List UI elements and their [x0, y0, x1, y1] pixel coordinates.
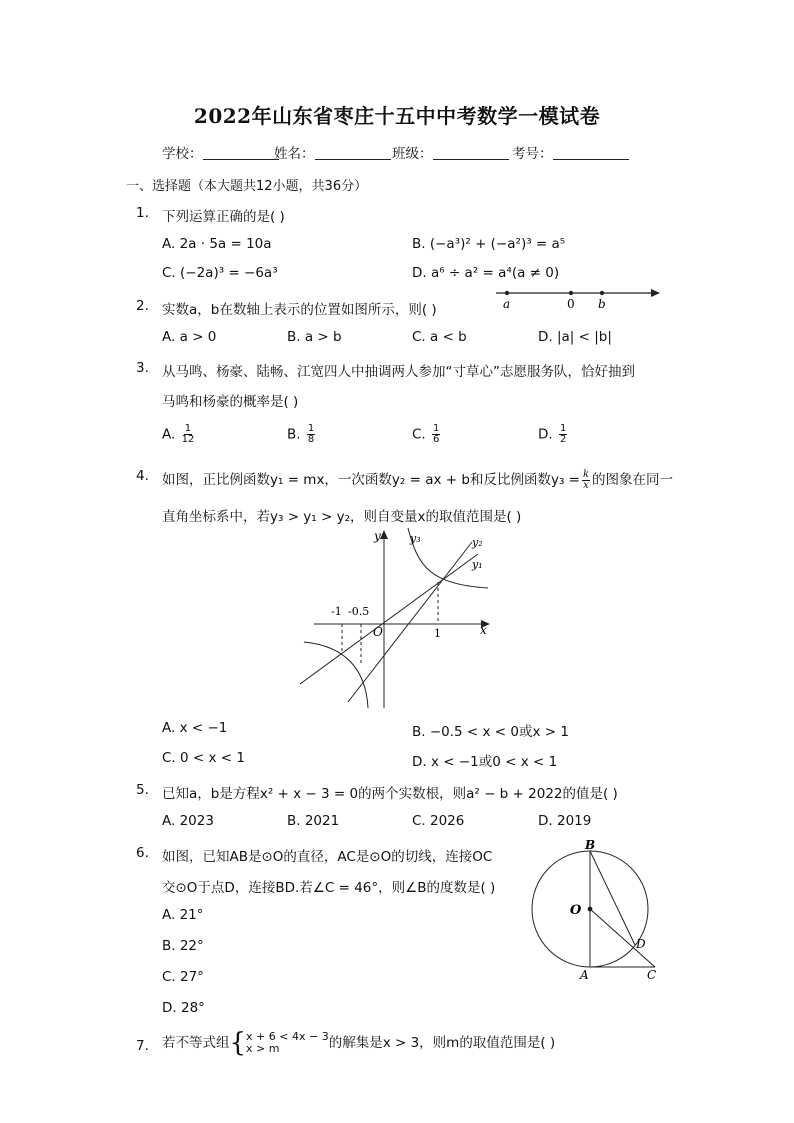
number-field[interactable] [512, 142, 629, 162]
question-6-number: 6. [136, 845, 149, 861]
q3-option-c-fraction: $\frac{1}{6}$ [433, 423, 440, 445]
question-3-number: 3. [136, 360, 149, 376]
q2-option-d[interactable]: D. |a| < |b| [538, 329, 612, 345]
class-blank[interactable] [433, 145, 509, 160]
q3-option-d[interactable] [538, 424, 569, 445]
numberline-label-b: b [598, 297, 606, 311]
graph-label-y1: y₁ [472, 558, 483, 571]
q5-option-a[interactable]: A. 2023 [162, 813, 214, 829]
q3-option-b-letter: B. [287, 426, 301, 443]
graph-label-y2: y₂ [472, 536, 483, 549]
question-3-text-line2: 马鸣和杨豪的概率是( ) [162, 394, 299, 410]
q4-option-c[interactable]: C. 0 < x < 1 [162, 750, 245, 766]
q1-option-d[interactable]: D. a⁶ ÷ a² = a⁴(a ≠ 0) [412, 265, 560, 281]
numberline-label-a: a [503, 297, 511, 311]
question-5-text: 已知a，b是方程x² + x − 3 = 0的两个实数根，则a² − b + 2022的值是( ) [162, 786, 618, 802]
q1-option-a[interactable]: A. 2a · 5a = 10a [162, 236, 272, 252]
question-6-text-line1: 如图，已知AB是⊙O的直径，AC是⊙O的切线，连接OC [162, 849, 493, 865]
inequality-row-1: x + 6 < 4x − 3 [246, 1030, 329, 1043]
graph-label-origin: O [373, 625, 383, 639]
inequality-system: { x + 6 < 4x − 3 x > m [229, 1028, 329, 1058]
number-label: 考号： [512, 146, 553, 162]
q3-option-a-fraction: $\frac{1}{12}$ [181, 423, 195, 445]
q2-option-c[interactable]: C. a < b [412, 329, 467, 345]
inequality-row-2: x > m [246, 1042, 280, 1055]
class-label: 班级： [392, 146, 433, 162]
circle-tangent-figure [520, 836, 670, 986]
q2-option-b[interactable]: B. a > b [287, 329, 342, 345]
name-blank[interactable] [315, 145, 391, 160]
question-1-number: 1. [136, 205, 149, 221]
q3-option-c[interactable] [412, 424, 442, 445]
circle-label-c: C [647, 968, 657, 982]
q5-option-c[interactable]: C. 2026 [412, 813, 465, 829]
q4-option-b[interactable]: B. −0.5 < x < 0或x > 1 [412, 724, 569, 740]
q5-option-b[interactable]: B. 2021 [287, 813, 340, 829]
question-2-text: 实数a，b在数轴上表示的位置如图所示，则( ) [162, 302, 437, 318]
question-3-text-line1: 从马鸣、杨豪、陆畅、江宽四人中抽调两人参加“寸草心”志愿服务队，恰好抽到 [162, 364, 635, 380]
circle-label-d: D [636, 937, 646, 951]
question-4-text-part1: 如图，正比例函数y₁ = mx，一次函数y₂ = ax + b和反比例函数y₃ = [162, 472, 580, 488]
q1-option-c[interactable]: C. (−2a)³ = −6a³ [162, 265, 278, 281]
circle-label-a: A [580, 968, 589, 982]
q6-option-c[interactable]: C. 27° [162, 969, 204, 985]
graph-label-neg05: -0.5 [348, 605, 370, 618]
number-line-figure [494, 284, 664, 312]
q6-option-b[interactable]: B. 22° [162, 938, 204, 954]
graph-label-neg1: -1 [331, 605, 342, 618]
question-7-text-part2: 的解集是x > 3，则m的取值范围是( ) [328, 1035, 556, 1051]
q3-option-d-letter: D. [538, 426, 553, 443]
q6-option-d[interactable]: D. 28° [162, 1000, 205, 1016]
question-6-text-line2: 交⊙O于点D，连接BD.若∠C = 46°，则∠B的度数是( ) [162, 880, 496, 896]
school-field[interactable] [162, 142, 279, 162]
question-4-text-line2: 直角坐标系中，若y₃ > y₁ > y₂，则自变量x的取值范围是( ) [162, 509, 522, 525]
question-1-text: 下列运算正确的是( ) [162, 209, 285, 225]
name-field[interactable] [274, 142, 391, 162]
section-heading: 一、选择题（本大题共12小题，共36分） [126, 179, 368, 194]
question-2-number: 2. [136, 298, 149, 314]
q3-option-a-letter: A. [162, 426, 176, 443]
school-blank[interactable] [203, 145, 279, 160]
number-blank[interactable] [553, 145, 629, 160]
q4-option-a[interactable]: A. x < −1 [162, 720, 228, 736]
graph-label-y-axis: y [374, 529, 381, 543]
question-4-fraction: $\frac{k}{x}$ [582, 468, 590, 491]
school-label: 学校： [162, 146, 203, 162]
question-4-text-part2: 的图象在同一 [592, 472, 674, 488]
q3-option-d-fraction: $\frac{1}{2}$ [559, 423, 567, 445]
class-field[interactable] [392, 142, 509, 162]
page-title: 2022年山东省枣庄十五中中考数学一模试卷 [193, 104, 601, 128]
name-label: 姓名： [274, 146, 315, 162]
question-5-number: 5. [136, 782, 149, 798]
q5-option-d[interactable]: D. 2019 [538, 813, 592, 829]
graph-label-one: 1 [434, 627, 441, 640]
numberline-label-zero: 0 [567, 297, 575, 311]
question-7-text-part1: 若不等式组 [162, 1035, 230, 1051]
q6-option-a[interactable]: A. 21° [162, 907, 204, 923]
question-7-text [162, 1030, 555, 1056]
q1-option-b[interactable]: B. (−a³)² + (−a²)³ = a⁵ [412, 236, 566, 252]
q4-option-d[interactable]: D. x < −1或0 < x < 1 [412, 754, 558, 770]
question-4-text-line1 [162, 468, 673, 491]
question-4-number: 4. [136, 468, 149, 484]
circle-label-o: O [570, 903, 582, 918]
graph-label-y3: y₃ [410, 532, 421, 545]
function-graph-figure [300, 522, 500, 712]
q3-option-b[interactable] [287, 424, 317, 445]
q3-option-a[interactable] [162, 424, 196, 445]
q2-option-a[interactable]: A. a > 0 [162, 329, 217, 345]
q3-option-b-fraction: $\frac{1}{8}$ [307, 423, 315, 445]
graph-label-x-axis: x [480, 623, 487, 637]
q3-option-c-letter: C. [412, 426, 426, 443]
question-7-number: 7. [136, 1038, 149, 1054]
circle-label-b: B [585, 838, 596, 852]
